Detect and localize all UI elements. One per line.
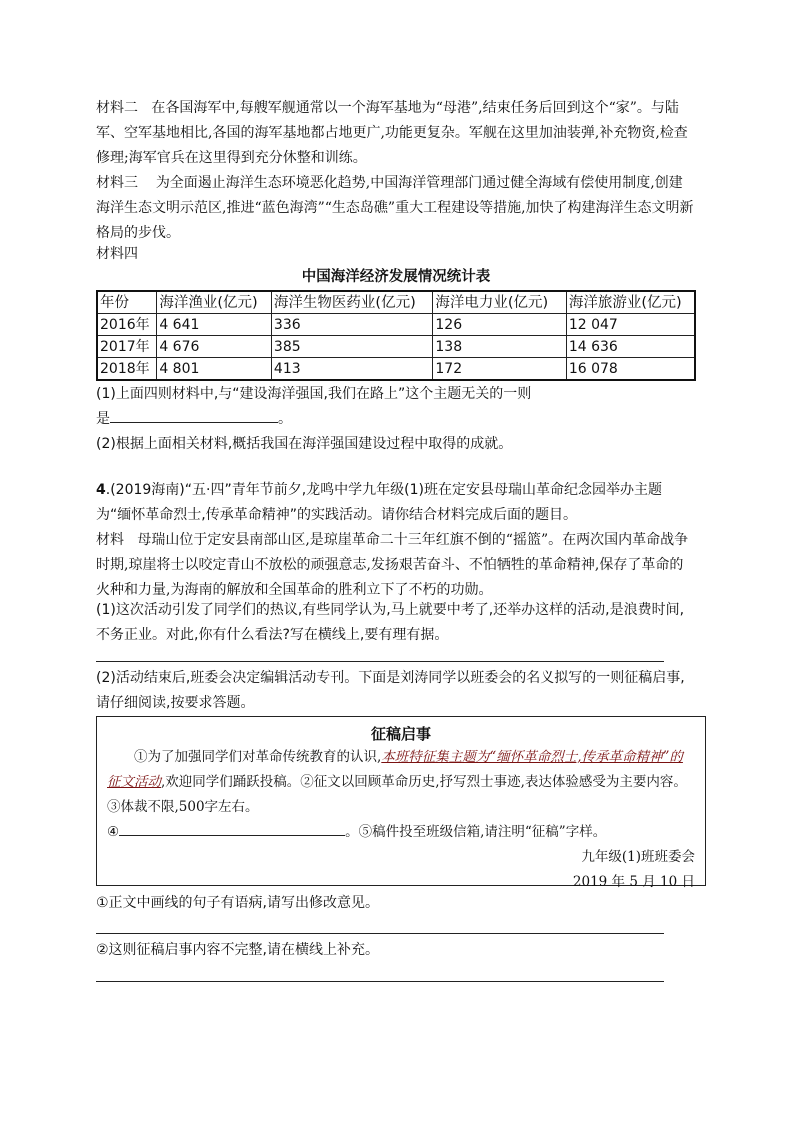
table-row [97, 358, 695, 381]
q4-sub1-answer-line[interactable] [96, 661, 664, 662]
q4-ask2-answer-line[interactable] [96, 981, 664, 982]
q4-number: 4 [96, 482, 106, 498]
q4-material-text: 母瑞山位于定安县南部山区,是琼崖革命二十三年红旗不倒的“摇篮”。在两次国内革命战争时期,琼崖将士以咬定青山不放松的顽强意志,发扬艰苦奋斗、不怕牺牲的革命精神,保存了革命的火种和力量,为海南的解放和全国革命的胜利立下了不朽的功勋。 [96, 532, 689, 598]
notice-underlined-sentence: 本班特征集主题为“缅怀革命烈士,传承革命精神”的征文活动 [107, 749, 683, 790]
material-three-text: 为全面遏止海洋生态环境恶化趋势,中国海洋管理部门通过健全海域有偿使用制度,创建海洋生态文明示范区,推进“蓝色海湾”“生态岛礁”重大工程建设等措施,加快了构建海洋生态文明新格局的步伐。 [96, 175, 694, 241]
notice-title: 征稿启事 [370, 725, 431, 743]
q4-intro-body: .(2019海南)“五·四”青年节前夕,龙鸣中学九年级(1)班在定安县母瑞山革命纪念园举办主题为“缅怀革命烈士,传承革命精神”的实践活动。请你结合材料完成后面的题目。 [96, 482, 662, 523]
material-two-paragraph [96, 96, 696, 171]
material-three [96, 171, 696, 246]
q4-sub2-text: (2)活动结束后,班委会决定编辑活动专刊。下面是刘涛同学以班委会的名义拟写的一则征稿启事,请仔细阅读,按要求答题。 [96, 670, 685, 711]
notice-signer: 九年级(1)班班委会 [581, 849, 695, 865]
material-three-paragraph [96, 171, 696, 246]
material-four [96, 242, 696, 267]
q4-sub1 [96, 598, 696, 648]
table-header-cell: 年份 [97, 291, 157, 314]
table-cell: 385 [271, 336, 432, 358]
table-cell: 14 636 [566, 336, 695, 358]
notice-body [97, 745, 705, 895]
notice-paragraph-1 [107, 745, 695, 820]
table-cell: 138 [433, 336, 566, 358]
q3-sub2-text: (2)根据上面相关材料,概括我国在海洋强国建设过程中取得的成就。 [96, 436, 513, 452]
table-row [97, 314, 695, 336]
notice-p2-suffix: 。⑤稿件投至班级信箱,请注明“征稿”字样。 [345, 824, 607, 840]
table-cell: 4 801 [157, 358, 272, 381]
q4-material-label: 材料 [96, 532, 124, 548]
q4-sub1-text: (1)这次活动引发了同学们的热议,有些同学认为,马上就要中考了,还举办这样的活动,是浪费时间,不务正业。对此,你有什么看法?写在横线上,要有理有据。 [96, 602, 685, 643]
q4-material-paragraph [96, 528, 696, 603]
q4-ask1-text: ①正文中画线的句子有语病,请写出修改意见。 [96, 895, 379, 911]
q4-material [96, 528, 696, 603]
q4-ask1-answer-line[interactable] [96, 933, 664, 934]
table-cell: 2018年 [97, 358, 157, 381]
q4-intro [96, 478, 696, 528]
q4-sub2 [96, 666, 696, 716]
table-cell: 2017年 [97, 336, 157, 358]
q3-sub1-answer [96, 407, 696, 432]
material-four-label: 材料四 [96, 246, 138, 262]
table-cell: 4 676 [157, 336, 272, 358]
notice-p1-end: ,欢迎同学们踊跃投稿。②征文以回顾革命历史,抒写烈士事迹,表达体验感受为主要内容。③体裁不限,500字左右。 [107, 774, 687, 815]
table-header-cell: 海洋渔业(亿元) [157, 291, 272, 314]
notice-p1-start: ①为了加强同学们对革命传统教育的认识, [134, 749, 382, 765]
q3-sub1-answer-line [96, 407, 696, 432]
table-header-cell: 海洋旅游业(亿元) [566, 291, 695, 314]
table-cell: 172 [433, 358, 566, 381]
notice-box [96, 716, 706, 890]
material-two [96, 96, 696, 171]
q3-sub2 [96, 432, 696, 457]
stats-table-wrap [96, 290, 696, 381]
table-title-wrap [96, 266, 696, 288]
table-cell: 16 078 [566, 358, 695, 381]
table-cell: 126 [433, 314, 566, 336]
stats-table [96, 290, 696, 381]
material-two-label: 材料二 [96, 100, 138, 116]
table-row [97, 336, 695, 358]
material-three-label: 材料三 [96, 175, 138, 191]
table-cell: 2016年 [97, 314, 157, 336]
q4-ask1 [96, 891, 696, 916]
table-header-cell: 海洋生物医药业(亿元) [271, 291, 432, 314]
q3-sub1-suffix: 。 [278, 411, 292, 427]
table-header-cell: 海洋电力业(亿元) [433, 291, 566, 314]
q4-ask2-text: ②这则征稿启事内容不完整,请在横线上补充。 [96, 942, 379, 958]
q4-ask2 [96, 938, 696, 963]
material-two-text: 在各国海军中,每艘军舰通常以一个海军基地为“母港”,结束任务后回到这个“家”。与陆军、空军基地相比,各国的海军基地都占地更广,功能更复杂。军舰在这里加油装弹,补充物资,检查修理;海军官兵在这里得到充分休整和训练。 [96, 100, 688, 166]
notice-blank[interactable] [119, 821, 345, 836]
notice-date: 2019 年 5 月 10 日 [572, 874, 695, 890]
table-title: 中国海洋经济发展情况统计表 [301, 269, 491, 285]
table-cell: 12 047 [566, 314, 695, 336]
q3-sub1-prefix: 是 [96, 411, 110, 427]
q3-sub1-blank[interactable] [110, 408, 278, 423]
table-header-row [97, 291, 695, 314]
table-cell: 413 [271, 358, 432, 381]
q4-intro-text [96, 478, 696, 528]
q3-sub1-text: (1)上面四则材料中,与“建设海洋强国,我们在路上”这个主题无关的一则 [96, 386, 532, 402]
table-cell: 336 [271, 314, 432, 336]
notice-p2-prefix: ④ [107, 824, 120, 840]
notice-paragraph-2 [107, 820, 695, 845]
q3-sub1 [96, 382, 616, 407]
table-cell: 4 641 [157, 314, 272, 336]
